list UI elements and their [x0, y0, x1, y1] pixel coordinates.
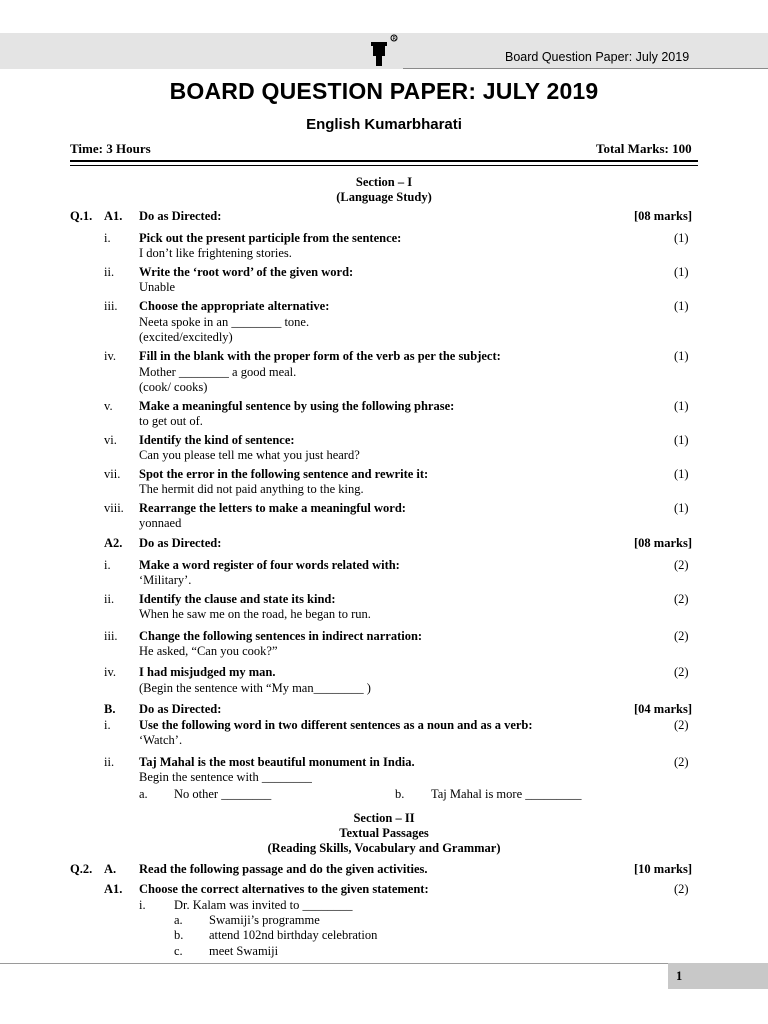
subquestion-title: Do as Directed: [139, 702, 222, 716]
item-question: Rearrange the letters to make a meaningful word: [139, 501, 406, 515]
header-rule [403, 68, 768, 69]
item-number: ii. [104, 265, 115, 279]
marks-label: [08 marks] [634, 536, 692, 550]
item-marks: (2) [674, 629, 689, 643]
item-text: (excited/excitedly) [139, 330, 233, 344]
page-number: 1 [676, 969, 683, 983]
section-subtitle: (Language Study) [336, 190, 432, 204]
item-text: I don’t like frightening stories. [139, 246, 292, 260]
option-label: b. [395, 787, 405, 801]
item-marks: (2) [674, 558, 689, 572]
option-label: b. [174, 928, 184, 942]
item-text: ‘Military’. [139, 573, 192, 587]
item-number: i. [104, 231, 111, 245]
item-text: Begin the sentence with ________ [139, 770, 312, 784]
item-number: i. [104, 718, 111, 732]
item-marks: (1) [674, 501, 689, 515]
publisher-logo-icon [367, 32, 401, 68]
subquestion-title: Read the following passage and do the given activities. [139, 862, 428, 876]
time-label: Time: 3 Hours [70, 141, 151, 156]
question-number: Q.2. [70, 862, 93, 876]
item-question: Identify the clause and state its kind: [139, 592, 336, 606]
item-number: iii. [104, 629, 118, 643]
item-number: iv. [104, 665, 117, 679]
total-marks-label: Total Marks: 100 [596, 141, 692, 156]
subquestion-title: Do as Directed: [139, 536, 222, 550]
item-number: iv. [104, 349, 117, 363]
option-label: c. [174, 944, 183, 958]
item-question: Write the ‘root word’ of the given word: [139, 265, 354, 279]
item-marks: (1) [674, 467, 689, 481]
subquestion-title: Do as Directed: [139, 209, 222, 223]
item-text: to get out of. [139, 414, 203, 428]
item-question: Change the following sentences in indirect narration: [139, 629, 423, 643]
item-marks: (1) [674, 433, 689, 447]
item-question: Use the following word in two different sentences as a noun and as a verb: [139, 718, 533, 732]
item-text: When he saw me on the road, he began to run. [139, 607, 371, 621]
page-title: BOARD QUESTION PAPER: JULY 2019 [169, 78, 599, 104]
item-number: ii. [104, 755, 115, 769]
option-text: Swamiji’s programme [209, 913, 320, 927]
item-marks: (1) [674, 265, 689, 279]
item-text: Dr. Kalam was invited to ________ [174, 898, 353, 912]
running-title: Board Question Paper: July 2019 [505, 50, 690, 64]
item-text: yonnaed [139, 516, 182, 530]
section-title: Section – I [355, 175, 413, 189]
option-text: meet Swamiji [209, 944, 279, 958]
item-number: v. [104, 399, 113, 413]
marks-label: [08 marks] [634, 209, 692, 223]
item-text: (cook/ cooks) [139, 380, 208, 394]
footer-rule [0, 963, 768, 964]
item-text: Neeta spoke in an ________ tone. [139, 315, 310, 329]
option-text: attend 102nd birthday celebration [209, 928, 378, 942]
item-number: i. [104, 558, 111, 572]
item-text: Can you please tell me what you just heard? [139, 448, 360, 462]
item-marks: (1) [674, 349, 689, 363]
svg-text:R: R [392, 36, 396, 42]
subquestion-label: A1. [104, 882, 123, 896]
subquestion-label: B. [104, 702, 116, 716]
item-marks: (1) [674, 299, 689, 313]
item-number: i. [139, 898, 146, 912]
question-number: Q.1. [70, 209, 93, 223]
section-subtitle: (Reading Skills, Vocabulary and Grammar) [267, 841, 501, 855]
page-number-box [668, 963, 768, 989]
section-title: Section – II [353, 811, 415, 825]
option-label: a. [174, 913, 183, 927]
item-number: iii. [104, 299, 118, 313]
subquestion-label: A. [104, 862, 117, 876]
option-text: Taj Mahal is more _________ [431, 787, 582, 801]
page-subtitle: English Kumarbharati [306, 116, 462, 133]
item-number: ii. [104, 592, 115, 606]
item-question: I had misjudged my man. [139, 665, 276, 679]
section-subtitle: Textual Passages [339, 826, 429, 840]
item-marks: (2) [674, 665, 689, 679]
item-number: vi. [104, 433, 117, 447]
item-question: Choose the appropriate alternative: [139, 299, 330, 313]
divider [70, 160, 698, 162]
item-question: Identify the kind of sentence: [139, 433, 295, 447]
item-marks: (1) [674, 399, 689, 413]
item-number: viii. [104, 501, 124, 515]
option-text: No other ________ [174, 787, 272, 801]
item-text: He asked, “Can you cook?” [139, 644, 278, 658]
option-label: a. [139, 787, 148, 801]
subquestion-title: Choose the correct alternatives to the given statement: [139, 882, 429, 896]
item-question: Spot the error in the following sentence and rewrite it: [139, 467, 429, 481]
item-question: Pick out the present participle from the sentence: [139, 231, 402, 245]
subquestion-label: A2. [104, 536, 123, 550]
item-question: Taj Mahal is the most beautiful monument in India. [139, 755, 415, 769]
item-marks: (2) [674, 755, 689, 769]
marks-label: [04 marks] [634, 702, 692, 716]
item-marks: (1) [674, 231, 689, 245]
item-text: ‘Watch’. [139, 733, 183, 747]
item-question: Make a meaningful sentence by using the following phrase: [139, 399, 455, 413]
item-marks: (2) [674, 882, 689, 896]
item-question: Fill in the blank with the proper form of the verb as per the subject: [139, 349, 501, 363]
marks-label: [10 marks] [634, 862, 692, 876]
item-text: (Begin the sentence with “My man________ ) [139, 681, 371, 695]
item-marks: (2) [674, 718, 689, 732]
item-text: Unable [139, 280, 176, 294]
item-text: The hermit did not paid anything to the king. [139, 482, 364, 496]
item-question: Make a word register of four words related with: [139, 558, 400, 572]
divider [70, 165, 698, 166]
item-text: Mother ________ a good meal. [139, 365, 297, 379]
item-marks: (2) [674, 592, 689, 606]
subquestion-label: A1. [104, 209, 123, 223]
item-number: vii. [104, 467, 121, 481]
